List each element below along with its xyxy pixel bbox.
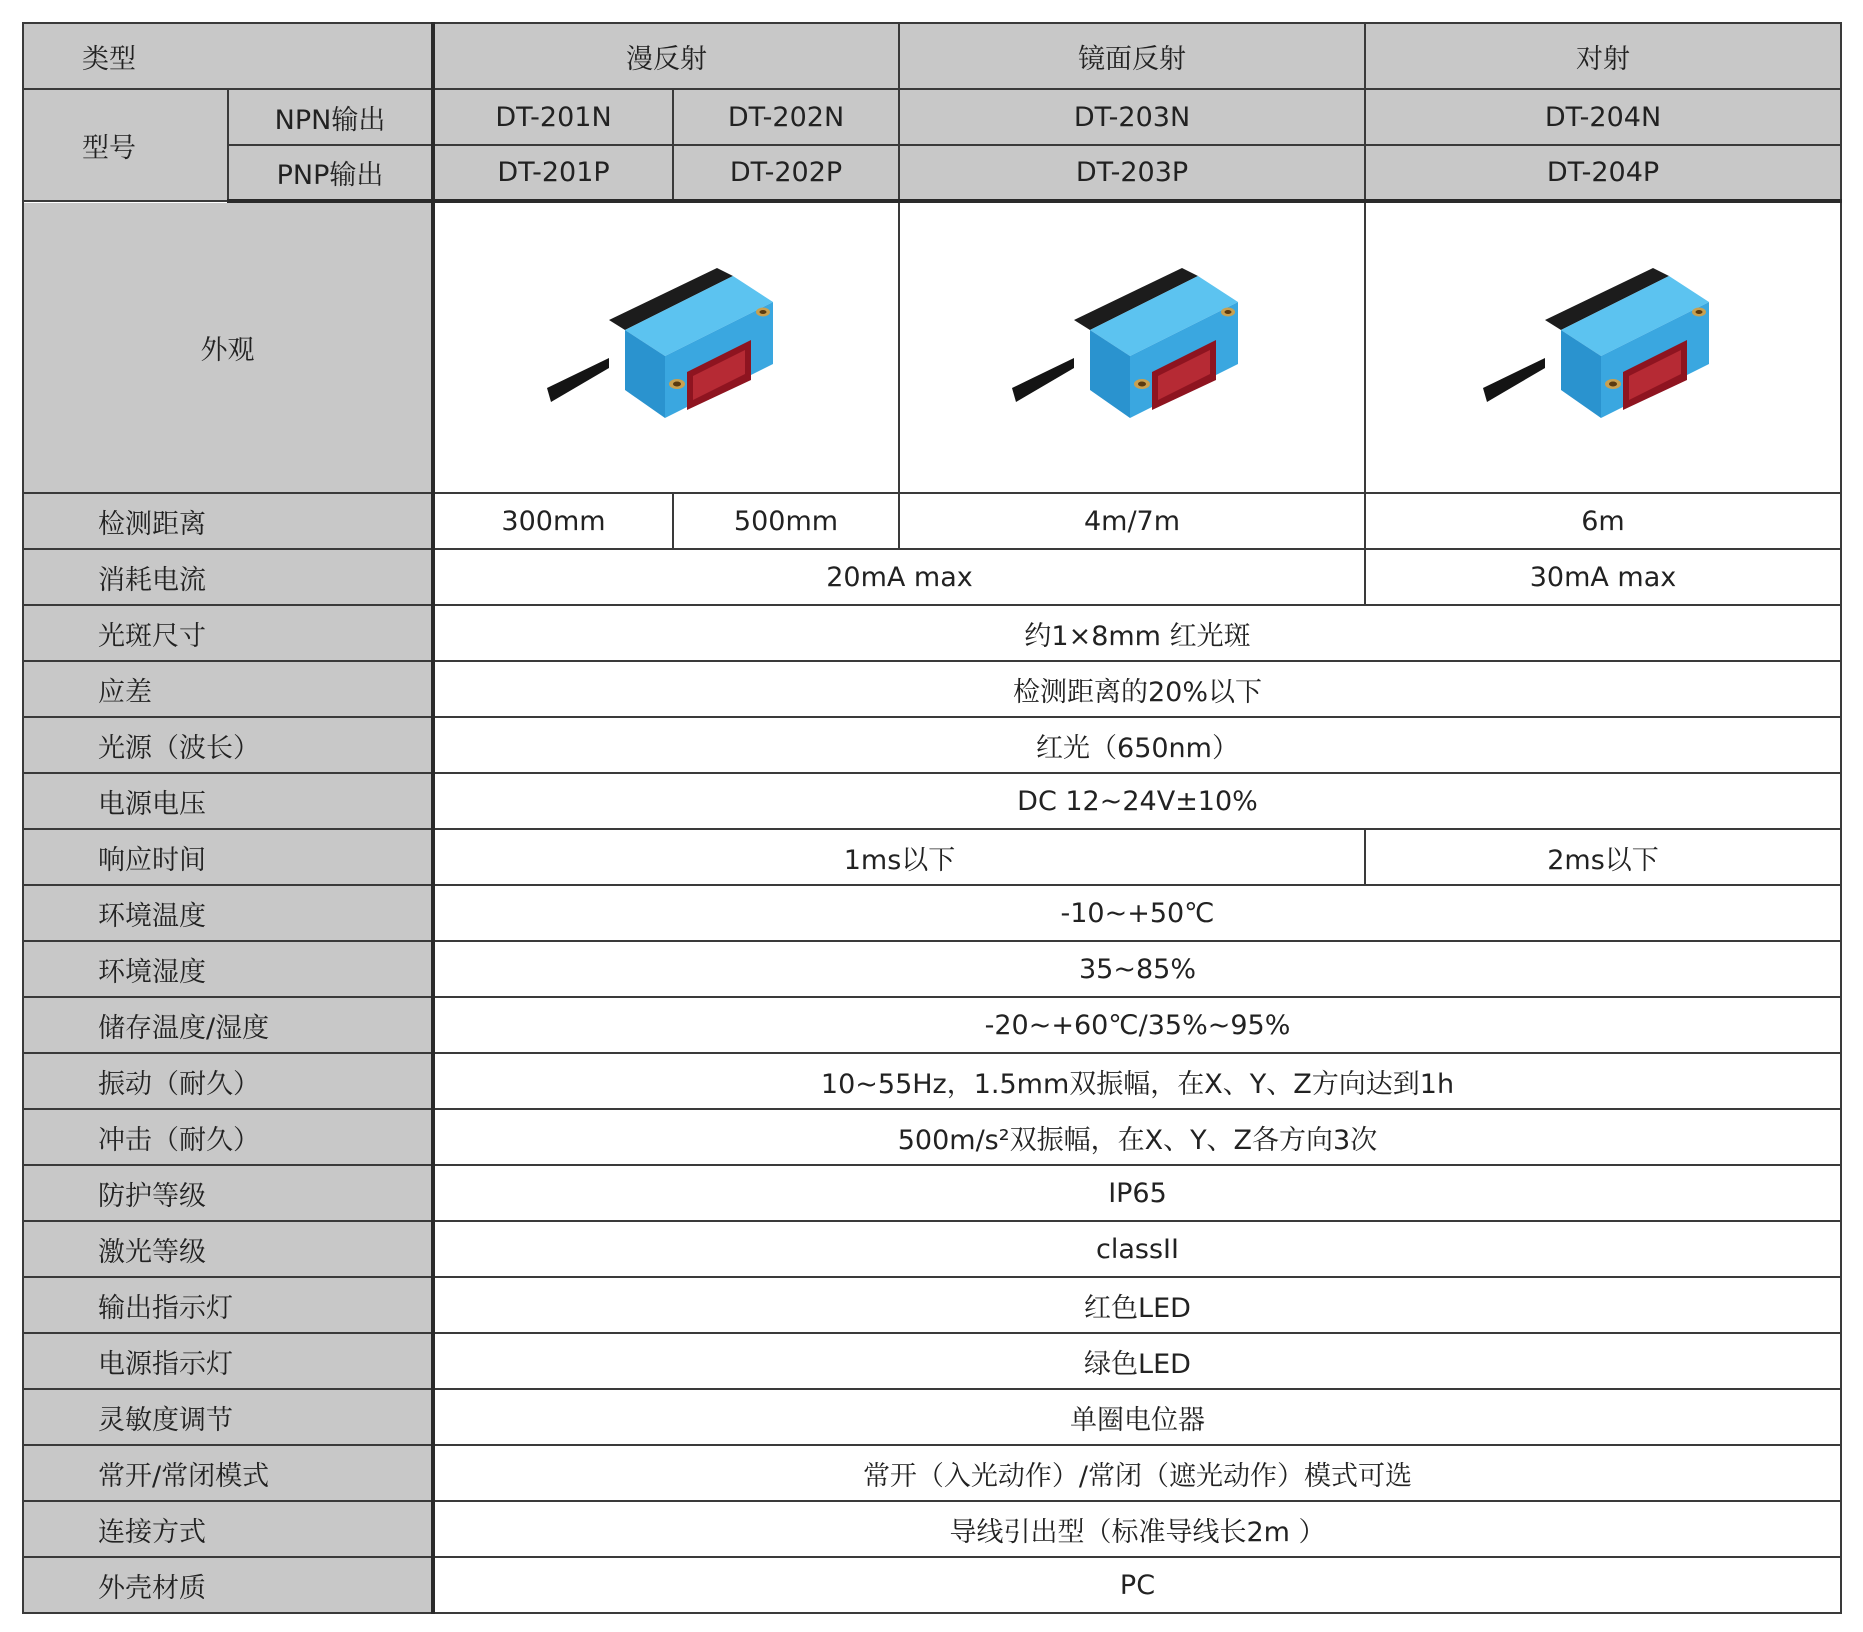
spec-label: 振动（耐久） xyxy=(23,1053,433,1109)
spec-row-laser-class xyxy=(23,1221,1841,1277)
spec-label: 电源指示灯 xyxy=(23,1333,433,1389)
model-label: 型号 xyxy=(23,89,228,201)
sensor-image-mirror xyxy=(899,201,1365,493)
spec-value: 500m/s²双振幅，在X、Y、Z各方向3次 xyxy=(433,1109,1841,1165)
spec-value: classII xyxy=(433,1221,1841,1277)
photoelectric-sensor-icon xyxy=(1473,268,1733,428)
spec-value: 红色LED xyxy=(433,1277,1841,1333)
spec-label: 消耗电流 xyxy=(23,549,433,605)
npn-row xyxy=(23,89,1841,145)
spec-row-connection xyxy=(23,1501,1841,1557)
spec-label: 环境温度 xyxy=(23,885,433,941)
spec-label: 检测距离 xyxy=(23,493,433,549)
sensor-image-diffuse xyxy=(433,201,899,493)
spec-value: 单圈电位器 xyxy=(433,1389,1841,1445)
spec-label: 激光等级 xyxy=(23,1221,433,1277)
spec-value: 10~55Hz，1.5mm双振幅，在X、Y、Z方向达到1h xyxy=(433,1053,1841,1109)
spec-row-ambient-humidity xyxy=(23,941,1841,997)
spec-label: 环境湿度 xyxy=(23,941,433,997)
spec-row-ambient-temp xyxy=(23,885,1841,941)
category-diffuse: 漫反射 xyxy=(433,23,899,89)
spec-row-storage xyxy=(23,997,1841,1053)
spec-label: 响应时间 xyxy=(23,829,433,885)
spec-label: 连接方式 xyxy=(23,1501,433,1557)
spec-label: 光源（波长） xyxy=(23,717,433,773)
spec-value: -10~+50℃ xyxy=(433,885,1841,941)
model-cell: DT-201P xyxy=(433,145,673,201)
spec-row-output-led xyxy=(23,1277,1841,1333)
spec-value: IP65 xyxy=(433,1165,1841,1221)
spec-row-light-source xyxy=(23,717,1841,773)
spec-row-power-led xyxy=(23,1333,1841,1389)
spec-row-protection xyxy=(23,1165,1841,1221)
spec-label: 常开/常闭模式 xyxy=(23,1445,433,1501)
category-mirror: 镜面反射 xyxy=(899,23,1365,89)
pnp-row xyxy=(23,145,1841,201)
spec-value: 约1×8mm 红光斑 xyxy=(433,605,1841,661)
spec-value: 2ms以下 xyxy=(1365,829,1841,885)
spec-label: 冲击（耐久） xyxy=(23,1109,433,1165)
spec-value: 检测距离的20%以下 xyxy=(433,661,1841,717)
spec-value: 4m/7m xyxy=(899,493,1365,549)
model-cell: DT-203N xyxy=(899,89,1365,145)
model-cell: DT-202P xyxy=(673,145,899,201)
pnp-label: PNP输出 xyxy=(228,145,433,201)
spec-label: 应差 xyxy=(23,661,433,717)
spec-row-current xyxy=(23,549,1841,605)
spec-row-shock xyxy=(23,1109,1841,1165)
spec-label: 光斑尺寸 xyxy=(23,605,433,661)
spec-label: 输出指示灯 xyxy=(23,1277,433,1333)
spec-label: 外壳材质 xyxy=(23,1557,433,1613)
spec-value: 20mA max xyxy=(433,549,1365,605)
spec-value: 导线引出型（标准导线长2m ） xyxy=(433,1501,1841,1557)
spec-value: DC 12~24V±10% xyxy=(433,773,1841,829)
spec-value: 6m xyxy=(1365,493,1841,549)
spec-row-hysteresis xyxy=(23,661,1841,717)
photoelectric-sensor-icon xyxy=(537,268,797,428)
model-cell: DT-202N xyxy=(673,89,899,145)
spec-row-voltage xyxy=(23,773,1841,829)
type-row xyxy=(23,23,1841,89)
spec-value: 30mA max xyxy=(1365,549,1841,605)
spec-value: 1ms以下 xyxy=(433,829,1365,885)
spec-label: 防护等级 xyxy=(23,1165,433,1221)
appearance-label: 外观 xyxy=(23,201,433,493)
model-cell: DT-204P xyxy=(1365,145,1841,201)
sensor-image-through-beam xyxy=(1365,201,1841,493)
model-cell: DT-203P xyxy=(899,145,1365,201)
spec-value: 红光（650nm） xyxy=(433,717,1841,773)
spec-table xyxy=(22,22,1842,1614)
spec-value: 300mm xyxy=(433,493,673,549)
spec-value: 绿色LED xyxy=(433,1333,1841,1389)
photoelectric-sensor-icon xyxy=(1002,268,1262,428)
spec-row-housing xyxy=(23,1557,1841,1613)
spec-value: PC xyxy=(433,1557,1841,1613)
spec-row-sensitivity xyxy=(23,1389,1841,1445)
spec-value: 常开（入光动作）/常闭（遮光动作）模式可选 xyxy=(433,1445,1841,1501)
category-through-beam: 对射 xyxy=(1365,23,1841,89)
spec-value: -20~+60℃/35%~95% xyxy=(433,997,1841,1053)
model-cell: DT-204N xyxy=(1365,89,1841,145)
type-label: 类型 xyxy=(23,23,433,89)
spec-label: 灵敏度调节 xyxy=(23,1389,433,1445)
spec-row-vibration xyxy=(23,1053,1841,1109)
spec-value: 35~85% xyxy=(433,941,1841,997)
model-cell: DT-201N xyxy=(433,89,673,145)
spec-label: 储存温度/湿度 xyxy=(23,997,433,1053)
spec-label: 电源电压 xyxy=(23,773,433,829)
spec-row-detect-distance xyxy=(23,493,1841,549)
spec-row-response xyxy=(23,829,1841,885)
appearance-row xyxy=(23,201,1841,493)
spec-value: 500mm xyxy=(673,493,899,549)
spec-row-mode xyxy=(23,1445,1841,1501)
npn-label: NPN输出 xyxy=(228,89,433,145)
spec-row-spot-size xyxy=(23,605,1841,661)
